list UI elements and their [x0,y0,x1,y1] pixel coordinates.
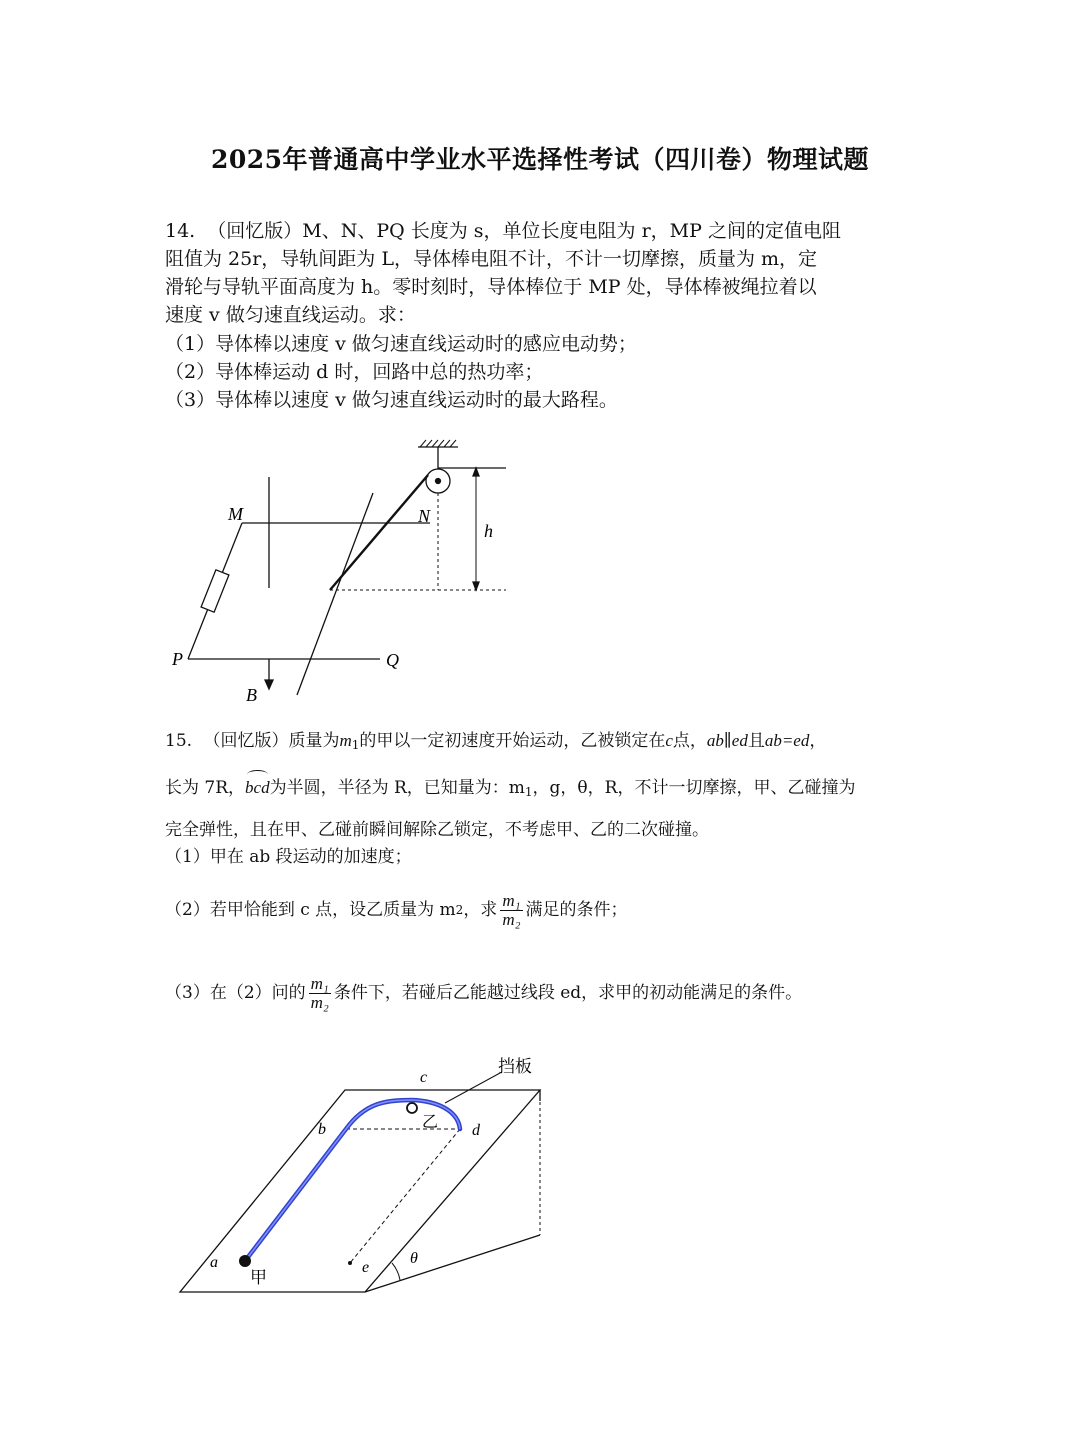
q15-line-1 [165,727,826,759]
label-d: d [472,1122,480,1139]
q15-text: ，求 [463,900,498,920]
ceiling-hatch [420,440,456,447]
fraction-denominator: m₂ [502,909,521,929]
q15-text: 点， [672,731,707,751]
q15-text: （2）若甲恰能到 c 点，设乙质量为 m [165,900,456,920]
q14-line-1 [165,217,841,245]
label-e: e [362,1259,370,1276]
ball-jia [239,1255,251,1267]
resistor [201,570,229,612]
label-b: b [318,1121,326,1138]
q15-text: 质量为 [288,731,340,751]
fraction-m1-m2 [309,975,331,1012]
q15-part-1: （1）甲在 ab 段运动的加速度； [165,847,412,867]
label-N: N [418,506,431,526]
dashed-de [350,1129,460,1263]
q14-number: 14. [165,220,196,242]
label-P: P [172,649,183,669]
q15-figure [170,1045,570,1305]
label-dangban: 挡板 [498,1057,532,1076]
q15-part-3 [165,968,802,1018]
label-h: h [484,521,493,541]
q14-tag: （回忆版） [207,220,303,242]
B-arrow-head [265,680,273,689]
q15-line-3: 完全弹性，且在甲、乙碰前瞬间解除乙锁定，不考虑甲、乙的二次碰撞。 [165,820,709,840]
q15-sub: 2 [455,903,464,917]
base-line [365,1235,540,1292]
q15-text: 长为 7R， [165,778,246,798]
fraction-numerator: m₁ [310,973,329,993]
q15-line-2 [165,774,855,806]
q15-sub: 1 [524,785,533,799]
q15-text: 为半圆，半径为 R，已知量为：m [269,778,525,798]
point-e [348,1261,352,1265]
q15-text: 且 [747,731,765,751]
q15-text: ，g，θ，R，不计一切摩擦，甲、乙碰撞为 [532,778,856,798]
label-theta: θ [410,1250,418,1267]
q15-sub: 1 [351,738,360,752]
q15-text: ， [809,731,827,751]
q15-text: 条件下，若碰后乙能越过线段 ed，求甲的初动能满足的条件。 [333,983,803,1003]
incline-plane [180,1090,540,1292]
page-title: 2025年普通高中学业水平选择性考试（四川卷）物理试题 [210,145,870,174]
theta-arc [392,1263,400,1280]
ball-yi [407,1103,417,1113]
q15-text: （3）在（2）问的 [165,983,306,1003]
q15-text: 的甲以一定初速度开始运动，乙被锁定在 [359,731,666,751]
arc-bcd: bcd [245,774,270,802]
fraction-m1-m2 [500,892,522,929]
q15-number: 15. [165,731,193,751]
q15-var-m: m [339,731,352,750]
label-jia: 甲 [250,1268,267,1287]
q15-var-c: c [665,731,673,750]
rope [330,475,428,590]
q14-stem-2: 阻值为 25r，导轨间距为 L，导体棒电阻不计，不计一切摩擦，质量为 m，定 [165,248,818,270]
q14-part-3: （3）导体棒以速度 v 做匀速直线运动时的最大路程。 [165,389,618,411]
label-a: a [210,1254,218,1271]
label-c: c [420,1069,428,1086]
fraction-numerator: m₁ [502,890,521,910]
label-yi: 乙 [422,1114,439,1131]
q15-var-ab-eq-ed: ab=ed [764,731,810,750]
label-Q: Q [386,650,399,670]
pulley-axle [436,479,441,484]
q15-part-2 [165,885,628,935]
h-arrow-top [473,468,479,476]
q14-part-1: （1）导体棒以速度 v 做匀速直线运动时的感应电动势； [165,333,637,355]
q14-figure [160,435,520,710]
q15-tag: （回忆版） [203,731,289,751]
q15-var-ab-parallel-ed: ab∥ed [706,731,748,750]
h-arrow-bottom [473,582,479,590]
q15-text: 满足的条件； [525,900,628,920]
q14-part-2: （2）导体棒运动 d 时，回路中总的热功率； [165,361,544,383]
fraction-denominator: m₂ [310,992,329,1012]
label-M: M [228,504,243,524]
q14-stem-4: 速度 v 做匀速直线运动。求： [165,304,416,326]
q14-stem-3: 滑轮与导轨平面高度为 h。零时刻时，导体棒位于 MP 处，导体棒被绳拉着以 [165,276,817,298]
dangban-leader [445,1073,500,1103]
q14-stem-1: M、N、PQ 长度为 s，单位长度电阻为 r，MP 之间的定值电阻 [302,220,841,242]
label-B: B [246,685,257,705]
